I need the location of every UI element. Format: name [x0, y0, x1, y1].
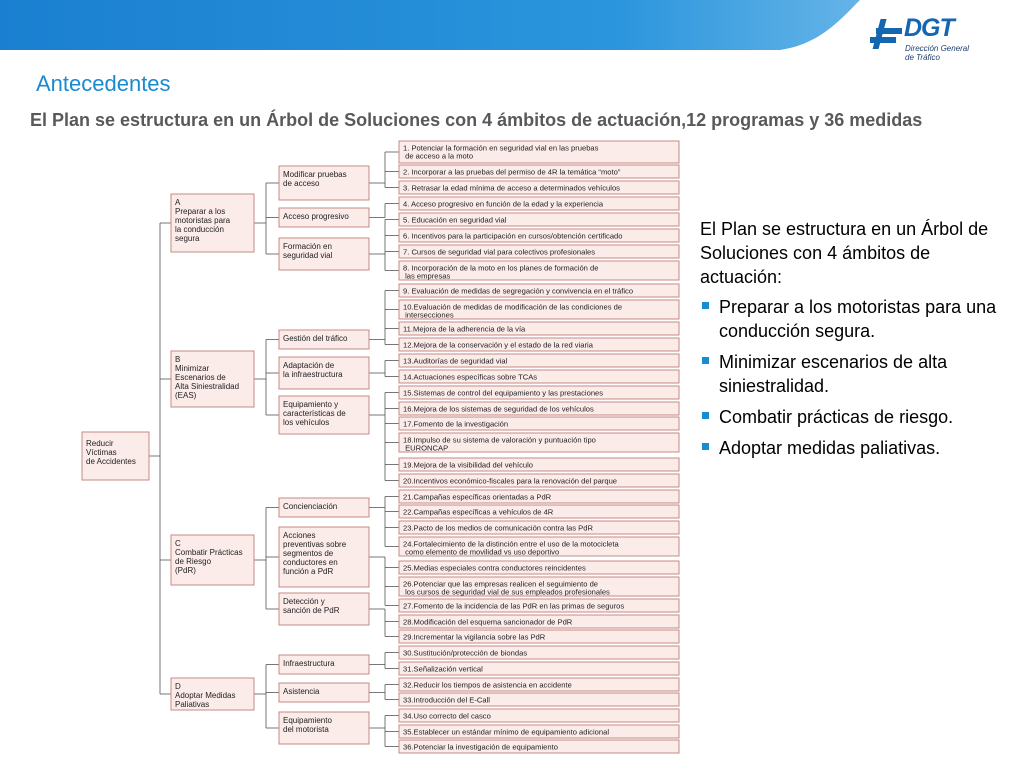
programa-box	[279, 655, 369, 674]
medida-box-label: 29.Incrementar la vigilancia sobre las PdR	[403, 632, 546, 642]
bullet-icon	[702, 302, 709, 309]
ambito-box	[171, 194, 254, 252]
medida-box	[399, 433, 679, 453]
programa-box-label: Acceso progresivo	[283, 212, 349, 221]
medida-box	[399, 213, 679, 226]
medida-box	[399, 599, 679, 612]
medida-box-label: 14.Actuaciones específicas sobre TCAs	[403, 372, 538, 382]
ambito-box	[171, 535, 254, 585]
medida-box-label: 5. Educación en seguridad vial	[403, 215, 507, 225]
bullet-icon	[702, 412, 709, 419]
medida-box	[399, 474, 679, 487]
logo-subtitle: Dirección General de Tráfico	[905, 44, 970, 62]
medida-box	[399, 646, 679, 659]
summary-bullet: Minimizar escenarios de alta siniestralidad.	[700, 350, 1010, 398]
ambito-box	[171, 351, 254, 407]
medida-box-label: 24.Fortalecimiento de la distinción entre el uso de la motocicleta como elemento de movilidad vs uso deportivo	[403, 539, 619, 557]
programa-box	[279, 238, 369, 270]
medida-box-label: 26.Potenciar que las empresas realicen el seguimiento de los cursos de seguridad vial de sus empleados profesionales	[403, 579, 610, 597]
medida-box-label: 33.Introducción del E-Call	[403, 695, 490, 705]
programa-box	[279, 357, 369, 389]
medida-box-label: 18.Impulso de su sistema de valoración y puntuación tipo EURONCAP	[403, 435, 596, 453]
medida-box	[399, 693, 679, 706]
medida-box	[399, 245, 679, 258]
medida-box-label: 22.Campañas específicas a vehículos de 4R	[403, 507, 554, 517]
medida-box-label: 28.Modificación del esquema sancionador de PdR	[403, 617, 573, 627]
page-title: Antecedentes	[36, 71, 171, 96]
medida-box	[399, 141, 679, 163]
ambito-box-label: B Minimizar Escenarios de Alta Siniestralidad (EAS)	[175, 355, 240, 400]
medida-box-label: 16.Mejora de los sistemas de seguridad de los vehículos	[403, 404, 594, 414]
medida-box	[399, 740, 679, 753]
medida-box	[399, 181, 679, 194]
medida-box	[399, 402, 679, 415]
programa-box	[279, 208, 369, 227]
medida-box-label: 23.Pacto de los medios de comunicación contra las PdR	[403, 523, 593, 533]
summary-panel	[700, 217, 1010, 467]
medida-box-label: 12.Mejora de la conservación y el estado de la red viaria	[403, 340, 593, 350]
medida-box-label: 15.Sistemas de control del equipamiento y las prestaciones	[403, 388, 604, 398]
ambito-box-label: D Adoptar Medidas Paliativas	[175, 682, 236, 709]
programa-box-label: Infraestructura	[283, 659, 335, 668]
medida-box-label: 8. Incorporación de la moto en los planes de formación de las empresas	[403, 263, 599, 281]
medida-box	[399, 709, 679, 722]
medida-box-label: 3. Retrasar la edad mínima de acceso a determinados vehículos	[403, 183, 620, 193]
medida-box-label: 10.Evaluación de medidas de modificación de las condiciones de intersecciones	[403, 302, 623, 320]
medida-box	[399, 678, 679, 691]
medida-box	[399, 370, 679, 383]
medida-box	[399, 458, 679, 471]
medida-box	[399, 229, 679, 242]
programa-box-label: Asistencia	[283, 687, 320, 696]
medida-box-label: 7. Cursos de seguridad vial para colectivos profesionales	[403, 247, 596, 257]
medida-box-label: 35.Establecer un estándar mínimo de equipamiento adicional	[403, 727, 610, 737]
medida-box-label: 9. Evaluación de medidas de segregación y convivencia en el tráfico	[403, 286, 634, 296]
programa-box	[279, 527, 369, 587]
medida-box-label: 17.Fomento de la investigación	[403, 419, 509, 429]
logo-text: DGT	[904, 14, 954, 42]
medida-box	[399, 322, 679, 335]
medida-box-label: 11.Mejora de la adherencia de la vía	[403, 324, 526, 334]
medida-box-label: 2. Incorporar a las pruebas del permiso de 4R la temática “moto”	[403, 167, 621, 177]
medida-box	[399, 490, 679, 503]
page-subtitle: El Plan se estructura en un Árbol de Soluciones con 4 ámbitos de actuación,12 programas y 36 medidas	[30, 110, 923, 130]
medida-box-label: 34.Uso correcto del casco	[403, 711, 491, 721]
medida-box	[399, 284, 679, 297]
summary-bullet: Adoptar medidas paliativas.	[700, 436, 1010, 460]
programa-box	[279, 712, 369, 744]
medida-box	[399, 386, 679, 399]
programa-box	[279, 683, 369, 702]
medida-box	[399, 338, 679, 351]
bullet-icon	[702, 357, 709, 364]
medida-box-label: 6. Incentivos para la participación en cursos/obtención certificado	[403, 231, 623, 241]
medida-box	[399, 615, 679, 628]
ambito-box	[171, 678, 254, 710]
summary-list	[700, 295, 1010, 460]
root-box	[82, 432, 149, 480]
medida-box-label: 36.Potenciar la investigación de equipamiento	[403, 742, 558, 752]
medida-box-label: 13.Auditorías de seguridad vial	[403, 356, 508, 366]
medida-box	[399, 537, 679, 557]
medida-box-label: 1. Potenciar la formación en seguridad vial en las pruebas de acceso a la moto	[403, 143, 599, 161]
programa-box	[279, 396, 369, 434]
medida-box	[399, 197, 679, 210]
programa-box-label: Modificar pruebas de acceso	[283, 170, 347, 188]
summary-bullet: Preparar a los motoristas para una conducción segura.	[700, 295, 1010, 343]
programa-box-label: Formación en seguridad vial	[283, 242, 333, 260]
programa-box-label: Equipamiento y características de los vehículos	[283, 400, 346, 427]
medida-box-label: 21.Campañas específicas orientadas a PdR	[403, 492, 552, 502]
medida-box-label: 19.Mejora de la visibilidad del vehículo	[403, 460, 534, 470]
programa-box	[279, 166, 369, 200]
medida-box	[399, 417, 679, 430]
programa-box-label: Concienciación	[283, 502, 338, 511]
medida-box-label: 30.Sustitución/protección de biondas	[403, 648, 528, 658]
medida-box-label: 32.Reducir los tiempos de asistencia en accidente	[403, 680, 572, 690]
medida-box-label: 31.Señalización vertical	[403, 664, 483, 674]
programa-box	[279, 330, 369, 349]
medida-box	[399, 505, 679, 518]
medida-box	[399, 521, 679, 534]
medida-box-label: 4. Acceso progresivo en función de la edad y la experiencia	[403, 199, 604, 209]
programa-box-label: Acciones preventivas sobre segmentos de conductores en función a PdR	[283, 531, 347, 576]
programa-box-label: Gestión del tráfico	[283, 334, 348, 343]
summary-bullet: Combatir prácticas de riesgo.	[700, 405, 1010, 429]
medida-box	[399, 354, 679, 367]
ambito-box-label: C Combatir Prácticas de Riesgo (PdR)	[175, 539, 243, 575]
programa-box-label: Adaptación de la infraestructura	[283, 361, 343, 379]
bullet-icon	[702, 443, 709, 450]
ambito-box-label: A Preparar a los motoristas para la conducción segura	[175, 198, 231, 243]
summary-intro: El Plan se estructura en un Árbol de Soluciones con 4 ámbitos de actuación:	[700, 219, 989, 287]
medida-box-label: 27.Fomento de la incidencia de las PdR en las primas de seguros	[403, 601, 625, 611]
root-box-label: Reducir Víctimas de Accidentes	[86, 439, 136, 466]
medida-box	[399, 300, 679, 320]
medida-box-label: 20.Incentivos económico-fiscales para la renovación del parque	[403, 476, 618, 486]
programa-box	[279, 498, 369, 517]
programa-box-label: Equipamiento del motorista	[283, 716, 332, 734]
medida-box	[399, 261, 679, 281]
medida-box	[399, 662, 679, 675]
programa-box	[279, 593, 369, 625]
medida-box	[399, 725, 679, 738]
programa-box-label: Detección y sanción de PdR	[283, 597, 340, 615]
medida-box	[399, 165, 679, 178]
medida-box	[399, 577, 679, 597]
medida-box	[399, 561, 679, 574]
medida-box-label: 25.Medias especiales contra conductores reincidentes	[403, 563, 586, 573]
medida-box	[399, 630, 679, 643]
